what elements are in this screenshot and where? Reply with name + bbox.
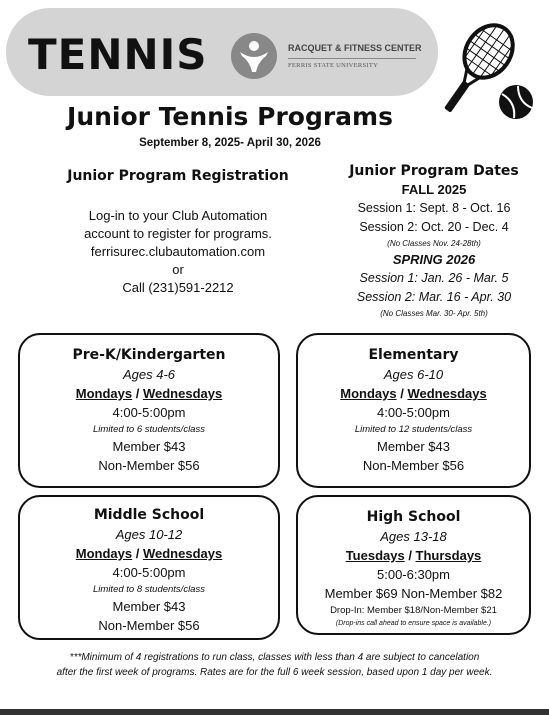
program-dates-section bbox=[322, 162, 546, 320]
card-ages: Ages 4-6 bbox=[122, 367, 176, 382]
card-prices: Member $69 Non-Member $82 bbox=[324, 586, 503, 601]
card-days: Mondays / Wednesdays bbox=[75, 546, 223, 561]
card-limit: Limited to 12 students/class bbox=[354, 424, 473, 435]
fall-label: FALL 2025 bbox=[401, 182, 467, 197]
page-title: Junior Tennis Programs bbox=[67, 102, 393, 131]
card-limit: Limited to 8 students/class bbox=[93, 584, 205, 595]
registration-section bbox=[30, 168, 326, 297]
card-ages: Ages 6-10 bbox=[383, 367, 444, 382]
footer-line-1: ***Minimum of 4 registrations to run class, classes with less than 4 are subject to cancelation bbox=[69, 652, 480, 663]
org-divider bbox=[288, 58, 416, 59]
card-member-price: Member $43 bbox=[377, 439, 450, 454]
card-time: 4:00-5:00pm bbox=[377, 405, 450, 420]
card-time: 4:00-5:00pm bbox=[112, 565, 186, 580]
spring-label: SPRING 2026 bbox=[392, 252, 476, 267]
card-title: High School bbox=[366, 509, 461, 525]
spring-session-2: Session 2: Mar. 16 - Apr. 30 bbox=[356, 290, 512, 304]
registration-or: or bbox=[172, 262, 184, 277]
spring-session-1: Session 1: Jan. 26 - Mar. 5 bbox=[359, 271, 509, 285]
card-member-price: Member $43 bbox=[112, 439, 186, 454]
program-card-prek bbox=[18, 333, 280, 488]
registration-url[interactable]: ferrisurec.clubautomation.com bbox=[90, 244, 266, 259]
banner-title: TENNIS bbox=[28, 30, 208, 79]
footer-line-2: after the first week of programs. Rates are for the full 6 week session, based upon 1 day per week. bbox=[56, 667, 493, 678]
bottom-bar bbox=[0, 709, 549, 715]
card-ages: Ages 10-12 bbox=[115, 527, 183, 542]
footer-disclaimer bbox=[8, 650, 541, 680]
card-title: Pre-K/Kindergarten bbox=[72, 347, 226, 363]
card-member-price: Member $43 bbox=[112, 599, 186, 614]
card-days: Mondays / Wednesdays bbox=[340, 386, 487, 401]
card-nonmember-price: Non-Member $56 bbox=[98, 618, 200, 633]
card-days: Mondays / Wednesdays bbox=[75, 386, 223, 401]
fall-session-2: Session 2: Oct. 20 - Dec. 4 bbox=[359, 220, 509, 234]
card-limit: Limited to 6 students/class bbox=[93, 424, 205, 435]
card-ages: Ages 13-18 bbox=[380, 529, 447, 544]
fall-note: (No Classes Nov. 24-28th) bbox=[387, 239, 481, 248]
card-time: 5:00-6:30pm bbox=[377, 567, 450, 582]
card-dropin-note: (Drop-ins call ahead to ensure space is available.) bbox=[335, 620, 492, 627]
program-dates-title: Junior Program Dates bbox=[349, 163, 519, 179]
card-title: Elementary bbox=[368, 347, 459, 363]
card-nonmember-price: Non-Member $56 bbox=[362, 458, 465, 473]
card-dropin-prices: Drop-In: Member $18/Non-Member $21 bbox=[330, 605, 497, 616]
registration-title: Junior Program Registration bbox=[67, 168, 289, 184]
registration-line-1: Log-in to your Club Automation bbox=[88, 208, 268, 223]
card-title: Middle School bbox=[93, 507, 205, 523]
program-card-elementary bbox=[296, 333, 531, 488]
registration-line-2: account to register for programs. bbox=[84, 226, 272, 241]
org-name: RACQUET & FITNESS CENTER bbox=[288, 43, 422, 53]
card-days: Tuesdays / Thursdays bbox=[345, 548, 482, 563]
fall-session-1: Session 1: Sept. 8 - Oct. 16 bbox=[357, 201, 511, 215]
club-logo-icon bbox=[230, 32, 278, 80]
program-card-middle-school bbox=[18, 495, 280, 640]
spring-note: (No Classes Mar. 30- Apr. 5th) bbox=[380, 309, 488, 318]
registration-phone: Call (231)591-2212 bbox=[122, 280, 234, 295]
card-nonmember-price: Non-Member $56 bbox=[98, 458, 200, 473]
program-card-high-school bbox=[296, 495, 531, 635]
program-date-range: September 8, 2025- April 30, 2026 bbox=[139, 137, 321, 149]
card-time: 4:00-5:00pm bbox=[112, 405, 186, 420]
org-subtitle: FERRIS STATE UNIVERSITY bbox=[288, 62, 379, 69]
